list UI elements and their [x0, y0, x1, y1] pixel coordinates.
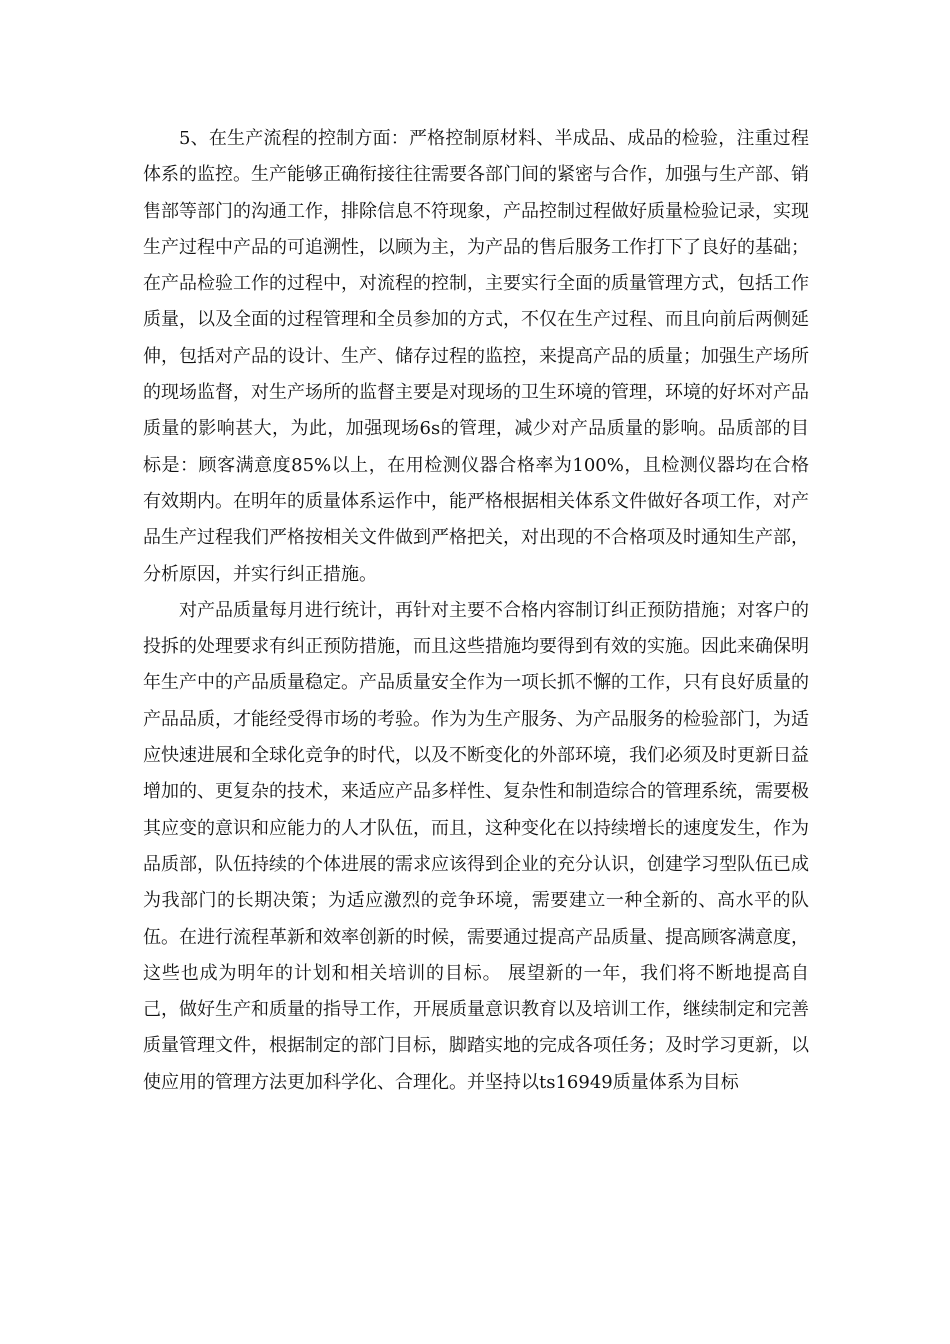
paragraph-quality-statistics-and-outlook: 对产品质量每月进行统计，再针对主要不合格内容制订纠正预防措施；对客户的投拆的处理要求有纠正预防措施，而且这些措施均要得到有效的实施。因此来确保明年生产中的产品质量稳定。产品质量安全作为一项长抓不懈的工作，只有良好质量的产品品质，才能经受得市场的考验。作为为生产服务、为产品服务的检验部门，为适应快速进展和全球化竞争的时代，以及不断变化的外部环境，我们必须及时更新日益增加的、更复杂的技术，来适应产品多样性、复杂性和制造综合的管理系统，需要极其应变的意识和应能力的人才队伍，而且，这种变化在以持续增长的速度发生，作为品质部，队伍持续的个体进展的需求应该得到企业的充分认识，创建学习型队伍已成为我部门的长期决策；为适应激烈的竞争环境，需要建立一种全新的、高水平的队伍。在进行流程革新和效率创新的时候，需要通过提高产品质量、提高顾客满意度，这些也成为明年的计划和相关培训的目标。 展望新的一年，我们将不断地提高自己，做好生产和质量的指导工作，开展质量意识教育以及培训工作，继续制定和完善质量管理文件，根据制定的部门目标，脚踏实地的完成各项任务；及时学习更新，以使应用的管理方法更加科学化、合理化。并坚持以ts16949质量体系为目标 — [143, 599, 809, 1093]
paragraph-production-process-control: 5、在生产流程的控制方面：严格控制原材料、半成品、成品的检验，注重过程体系的监控。生产能够正确衔接往往需要各部门间的紧密与合作，加强与生产部、销售部等部门的沟通工作，排除信息不符现象，产品控制过程做好质量检验记录，实现生产过程中产品的可追溯性，以顾为主，为产品的售后服务工作打下了良好的基础；在产品检验工作的过程中，对流程的控制，主要实行全面的质量管理方式，包括工作质量，以及全面的过程管理和全员参加的方式，不仅在生产过程、而且向前后两侧延伸，包括对产品的设计、生产、储存过程的监控，来提高产品的质量；加强生产场所的现场监督，对生产场所的监督主要是对现场的卫生环境的管理，环境的好坏对产品质量的影响甚大，为此，加强现场6s的管理，减少对产品质量的影响。品质部的目标是：顾客满意度85%以上，在用检测仪器合格率为100%，且检测仪器均在合格有效期内。在明年的质量体系运作中，能严格根据相关体系文件做好各项工作，对产品生产过程我们严格按相关文件做到严格把关，对出现的不合格项及时通知生产部，分析原因，并实行纠正措施。 — [143, 128, 809, 585]
document-body — [143, 121, 809, 1101]
